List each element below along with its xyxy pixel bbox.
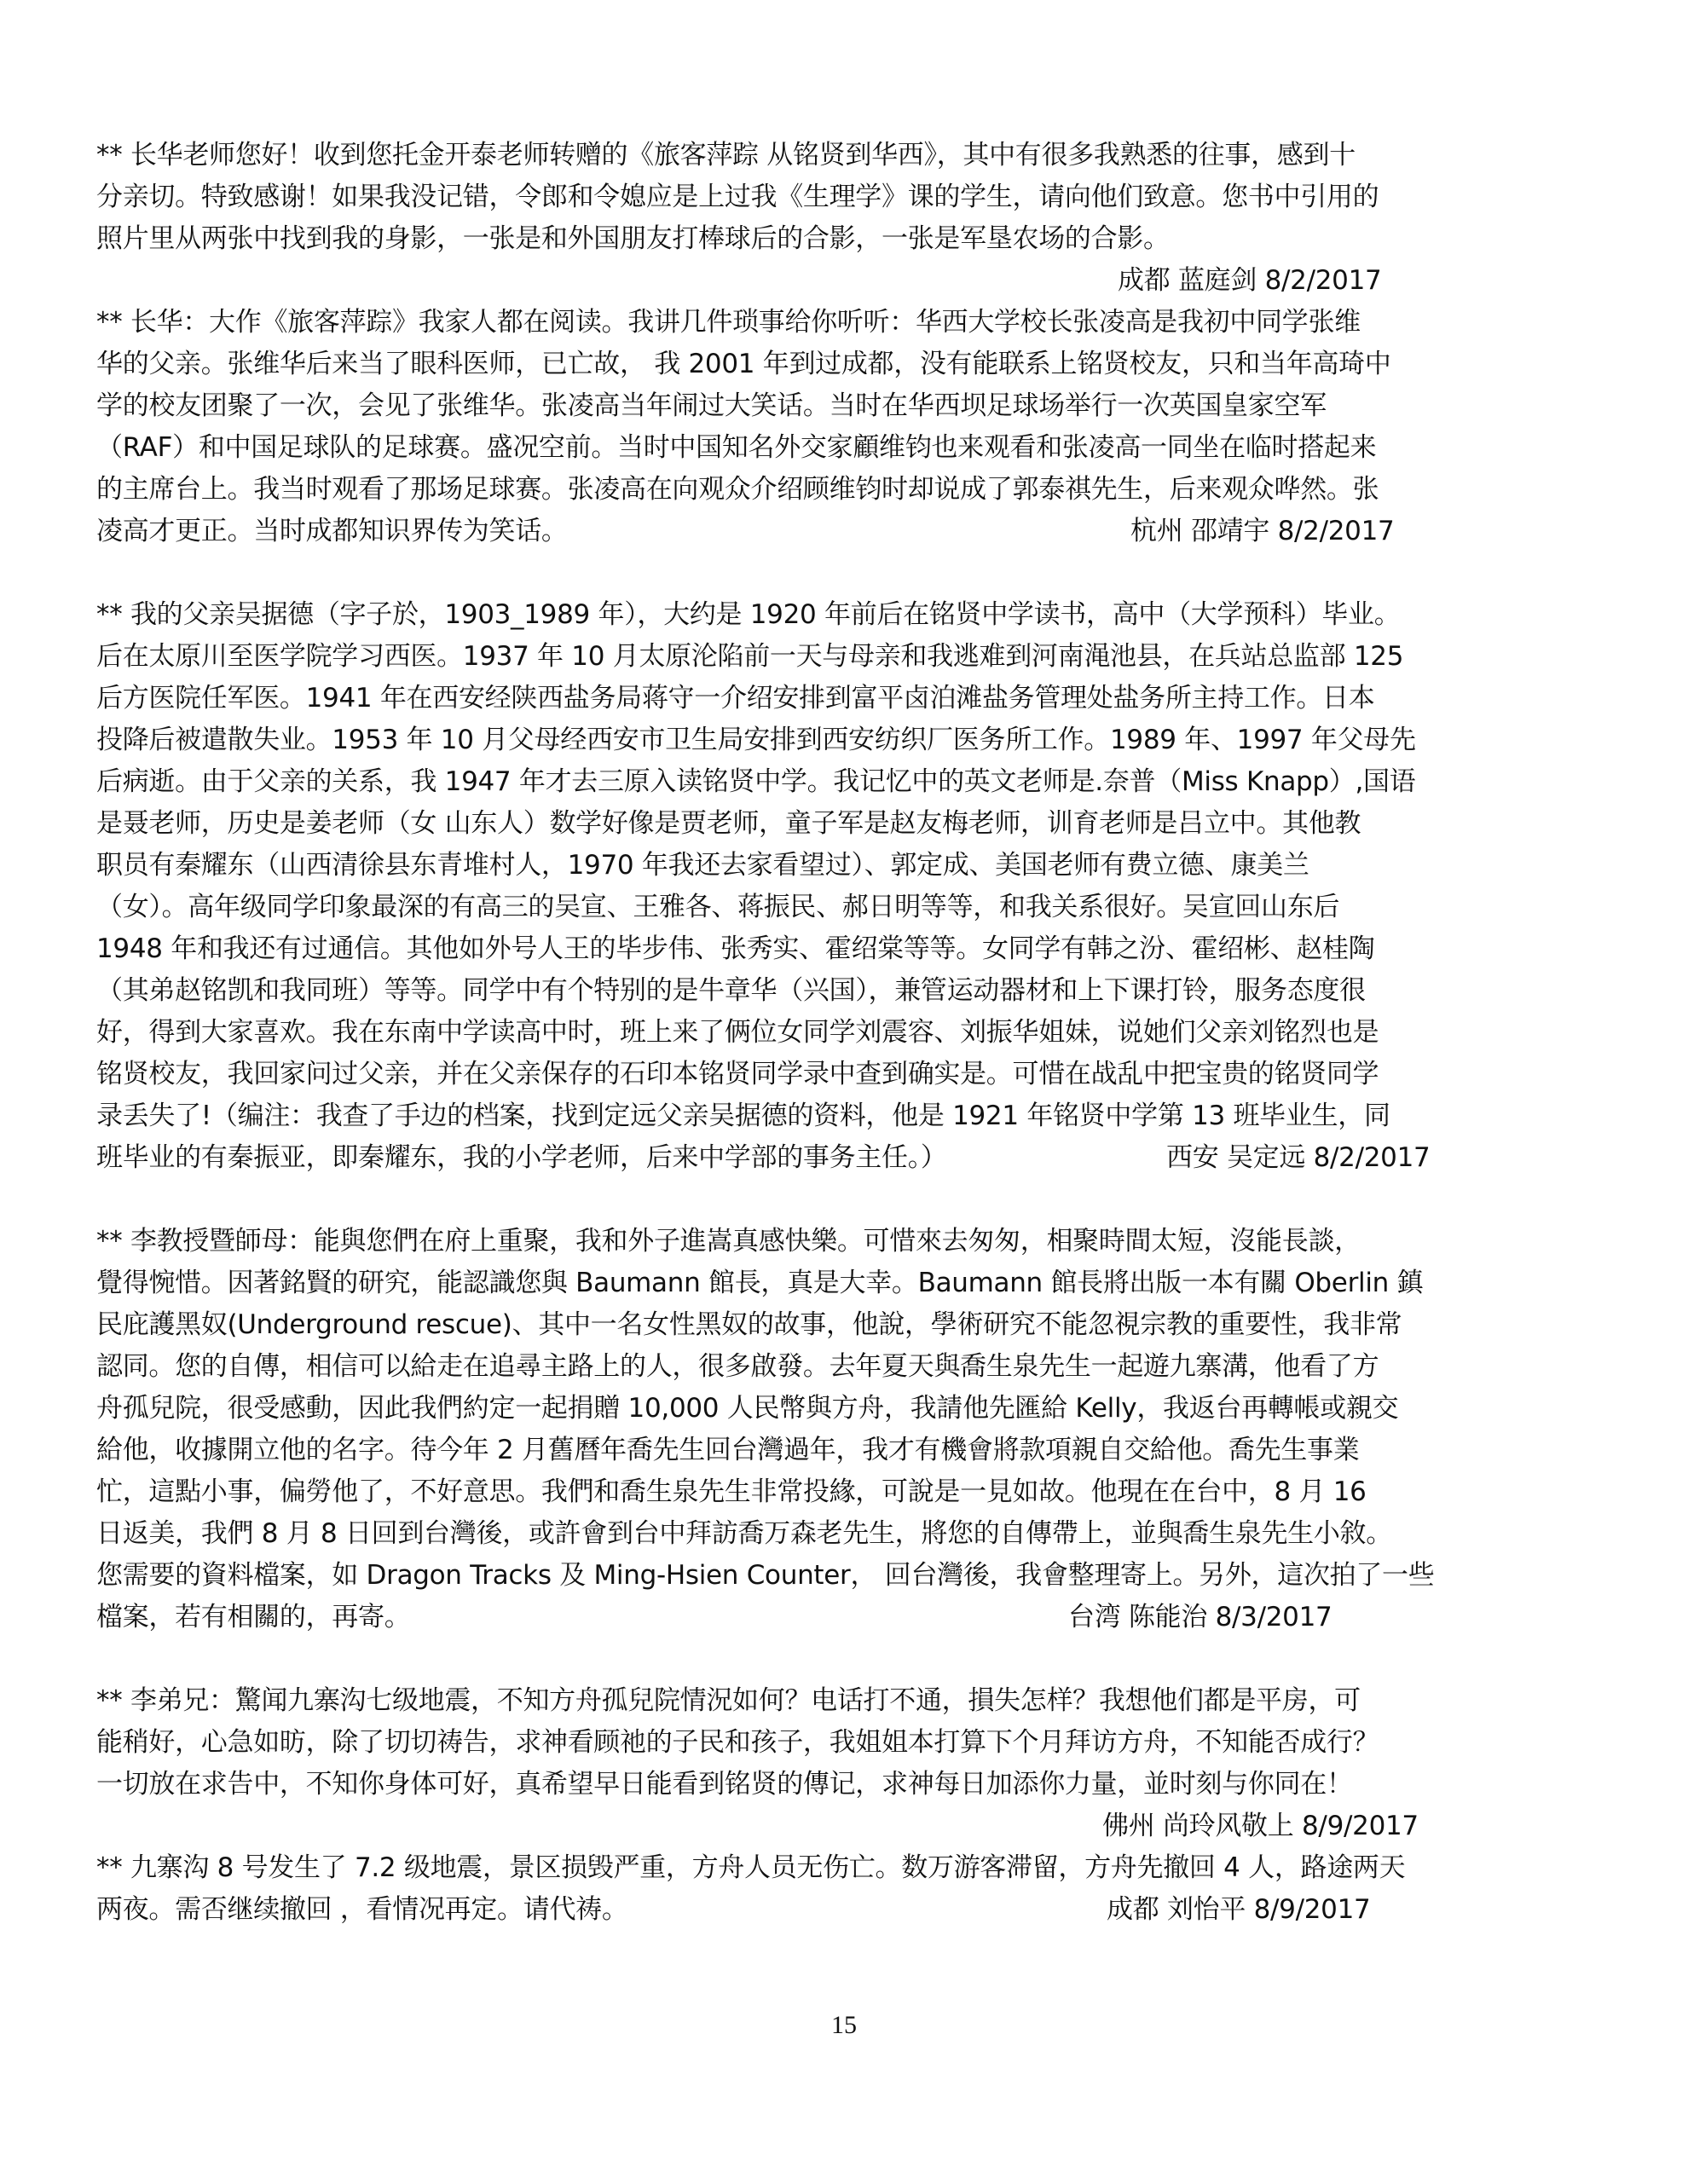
letter-6-line-2-with-signature xyxy=(96,1889,1588,1931)
letter-2-line-3: 学的校友团聚了一次，会见了张维华。张凌高当年闹过大笑话。当时在华西坝足球场举行一次英国皇家空军 xyxy=(96,390,1327,421)
letter-3-line-10: （其弟赵铭凯和我同班）等等。同学中有个特别的是牛章华（兴国），兼管运动器材和上下课打铃，服务态度很 xyxy=(96,975,1366,1006)
letter-2-line-1: ** 长华：大作《旅客萍踪》我家人都在阅读。我讲几件琐事给你听听：华西大学校长张凌高是我初中同学张维 xyxy=(96,307,1361,338)
letter-3-line-3: 后方医院任军医。1941 年在西安经陕西盐务局蒋守一介绍安排到富平卤泊滩盐务管理处盐务所主持工作。日本 xyxy=(96,683,1375,714)
letter-4-signature: 台湾 陈能治 8/3/2017 xyxy=(1068,1602,1332,1632)
letter-5-line-2: 能稍好，心急如昉，除了切切祷告，求神看顾祂的子民和孩子，我姐姐本打算下个月拜访方舟，不知能否成行？ xyxy=(96,1727,1379,1758)
letter-2-line-6-with-signature xyxy=(96,511,1588,552)
letter-4-line-2: 覺得惋惜。因著銘賢的研究，能認識您與 Baumann 館長，真是大幸。Baumann 館長將出版一本有關 Oberlin 鎮 xyxy=(96,1268,1424,1298)
letter-3-line-11: 好，得到大家喜欢。我在东南中学读高中时，班上来了俩位女同学刘震容、刘振华姐妹，说她们父亲刘铭烈也是 xyxy=(96,1017,1379,1048)
letter-2-line-4: （RAF）和中国足球队的足球赛。盛况空前。当时中国知名外交家顧维钧也来观看和张凌高一同坐在临时搭起来 xyxy=(96,432,1377,463)
letter-1-signature: 成都 蓝庭剑 8/2/2017 xyxy=(1118,265,1382,296)
letter-3-line-12: 铭贤校友，我回家问过父亲，并在父亲保存的石印本铭贤同学录中查到确实是。可惜在战乱中把宝贵的铭贤同学 xyxy=(96,1059,1379,1089)
letter-6-line-1: ** 九寨沟 8 号发生了 7.2 级地震，景区损毁严重，方舟人员无伤亡。数万游客滞留，方舟先撤回 4 人，路途两天 xyxy=(96,1852,1406,1883)
letter-6 xyxy=(96,1847,1588,1931)
letter-2-line-6: 凌高才更正。当时成都知识界传为笑话。 xyxy=(96,516,568,546)
letter-4-line-8: 日返美，我們 8 月 8 日回到台灣後，或許會到台中拜訪喬万森老先生，將您的自傳帶上，並與喬生泉先生小敘。 xyxy=(96,1518,1392,1549)
letter-2-line-2: 华的父亲。张维华后来当了眼科医师，已亡故， 我 2001 年到过成都，没有能联系上铭贤校友，只和当年高琦中 xyxy=(96,349,1391,379)
letter-3-line-14: 班毕业的有秦振亚，即秦耀东，我的小学老师，后来中学部的事务主任。） xyxy=(96,1142,947,1173)
letter-3-line-8: （女）。高年级同学印象最深的有高三的吴宣、王雅各、蒋振民、郝日明等等，和我关系很好。吴宣回山东后 xyxy=(96,892,1340,922)
letter-5 xyxy=(96,1680,1588,1847)
letter-3-line-5: 后病逝。由于父亲的关系，我 1947 年才去三原入读铭贤中学。我记忆中的英文老师是.奈普（Miss Knapp）,国语 xyxy=(96,766,1416,797)
letter-4-line-4: 認同。您的自傳，相信可以給走在追尋主路上的人，很多啟發。去年夏天與喬生泉先生一起遊九寨溝，他看了方 xyxy=(96,1351,1379,1382)
letter-1-line-3: 照片里从两张中找到我的身影，一张是和外国朋友打棒球后的合影，一张是军垦农场的合影。 xyxy=(96,223,1170,254)
letter-6-signature: 成都 刘怡平 8/9/2017 xyxy=(1107,1894,1371,1925)
letter-3-line-2: 后在太原川至医学院学习西医。1937 年 10 月太原沦陷前一天与母亲和我逃难到河南渑池县，在兵站总监部 125 xyxy=(96,641,1404,672)
page-number: 15 xyxy=(831,2011,857,2039)
letter-4-line-1: ** 李教授暨師母：能與您們在府上重聚，我和外子進嵩真感快樂。可惜來去匆匆，相聚時間太短，沒能長談， xyxy=(96,1226,1361,1257)
letter-2-signature: 杭州 邵靖宇 8/2/2017 xyxy=(1130,516,1395,546)
letter-3-line-9: 1948 年和我还有过通信。其他如外号人王的毕步伟、张秀实、霍绍棠等等。女同学有韩之汾、霍绍彬、赵桂陶 xyxy=(96,933,1375,964)
paragraph-gap xyxy=(96,552,1588,594)
letter-4-line-5: 舟孤兒院，很受感動，因此我們約定一起捐贈 10,000 人民幣與方舟，我請他先匯給 Kelly，我返台再轉帳或親交 xyxy=(96,1393,1399,1424)
paragraph-gap xyxy=(96,1179,1588,1221)
letter-3-line-14-with-signature xyxy=(96,1137,1588,1179)
letter-4-line-10-with-signature xyxy=(96,1597,1588,1638)
letter-1-line-2: 分亲切。特致感谢！如果我没记错，令郎和令媳应是上过我《生理学》课的学生，请向他们致意。您书中引用的 xyxy=(96,182,1379,212)
letter-5-signature-line xyxy=(96,1806,1588,1847)
letter-3-line-6: 是聂老师，历史是姜老师（女 山东人）数学好像是贾老师，童子军是赵友梅老师，训育老师是吕立中。其他教 xyxy=(96,808,1361,839)
letter-1-signature-line xyxy=(96,260,1588,302)
letter-4-line-9: 您需要的資料檔案，如 Dragon Tracks 及 Ming-Hsien Counter， 回台灣後，我會整理寄上。另外，這次拍了一些 xyxy=(96,1560,1435,1591)
letters-column xyxy=(96,135,1588,1931)
letter-5-line-3: 一切放在求告中，不知你身体可好，真希望早日能看到铭贤的傳记，求神每日加添你力量，並时刻与你同在！ xyxy=(96,1769,1353,1800)
letter-4-line-3: 民庇護黑奴(Underground rescue)、其中一名女性黑奴的故事，他說，學術研究不能忽視宗教的重要性，我非常 xyxy=(96,1309,1402,1340)
letter-2-line-5: 的主席台上。我当时观看了那场足球赛。张凌高在向观众介绍顾维钧时却说成了郭泰祺先生，后来观众哗然。张 xyxy=(96,474,1379,505)
letter-1-line-1: ** 长华老师您好！收到您托金开泰老师转赠的《旅客萍踪 从铭贤到华西》，其中有很多我熟悉的往事，感到十 xyxy=(96,140,1356,170)
letter-1 xyxy=(96,135,1588,302)
letter-3-line-13: 录丢失了!（编注：我查了手边的档案，找到定远父亲吴据德的资料，他是 1921 年铭贤中学第 13 班毕业生，同 xyxy=(96,1101,1390,1131)
letter-6-line-2: 两夜。需否继续撤回 ，看情况再定。请代祷。 xyxy=(96,1894,628,1925)
paragraph-gap xyxy=(96,1638,1588,1680)
letter-3-signature: 西安 吴定远 8/2/2017 xyxy=(1166,1142,1431,1173)
letter-3-line-7: 职员有秦耀东（山西清徐县东青堆村人，1970 年我还去家看望过）、郭定成、美国老师有费立德、康美兰 xyxy=(96,850,1309,881)
letter-3 xyxy=(96,594,1588,1179)
letter-3-line-4: 投降后被遣散失业。1953 年 10 月父母经西安市卫生局安排到西安纺织厂医务所工作。1989 年、1997 年父母先 xyxy=(96,725,1416,755)
letter-5-line-1: ** 李弟兄：驚闻九寨沟七级地震，不知方舟孤兒院情況如何？电话打不通，損失怎样？我想他们都是平房，可 xyxy=(96,1685,1361,1716)
letter-4-line-6: 給他，收據開立他的名字。待今年 2 月舊曆年喬先生回台灣過年，我才有機會將款項親自交給他。喬先生事業 xyxy=(96,1435,1360,1465)
letter-4-line-7: 忙，這點小事，偏勞他了，不好意思。我們和喬生泉先生非常投緣，可說是一見如故。他現在在台中，8 月 16 xyxy=(96,1476,1367,1507)
letter-2 xyxy=(96,302,1588,552)
letter-4 xyxy=(96,1221,1588,1638)
letter-3-line-1: ** 我的父亲吴据德（字子於，1903_1989 年），大约是 1920 年前后在铭贤中学读书，高中（大学预科）毕业。 xyxy=(96,599,1401,630)
letter-5-signature: 佛州 尚玲风敬上 8/9/2017 xyxy=(1102,1811,1419,1841)
letter-4-line-10: 檔案，若有相關的，再寄。 xyxy=(96,1602,411,1632)
